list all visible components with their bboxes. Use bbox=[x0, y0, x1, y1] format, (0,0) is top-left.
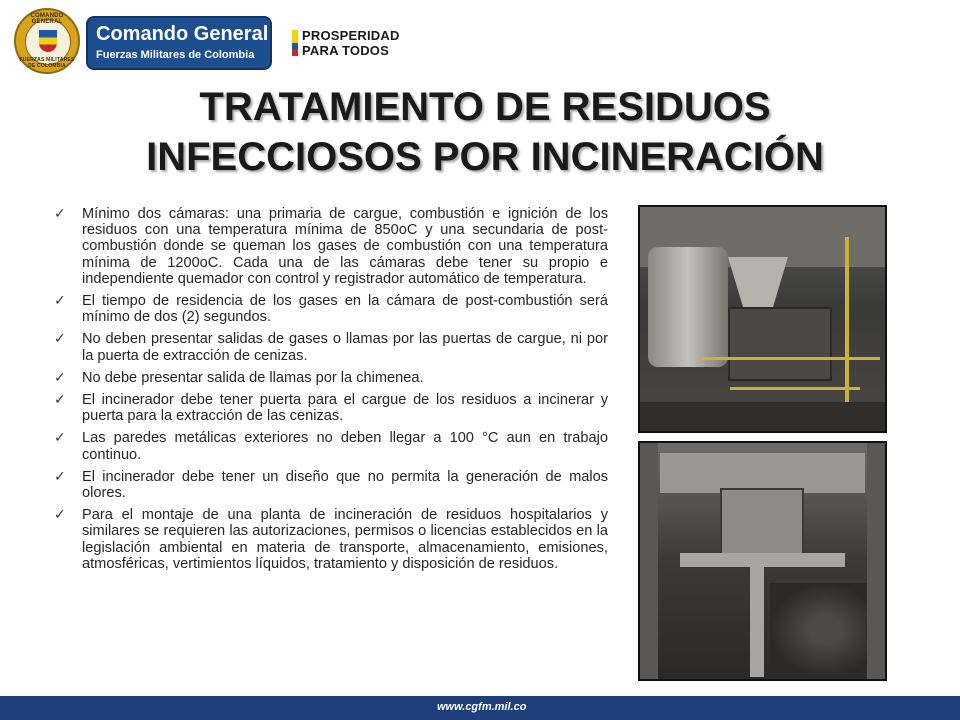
center-beam bbox=[750, 563, 764, 677]
floor bbox=[640, 402, 885, 431]
seal-top-text: COMANDO GENERAL bbox=[30, 13, 64, 25]
bullet-text: Las paredes metálicas exteriores no deben llegar a 100 °C aun en trabajo continuo. bbox=[82, 430, 608, 463]
bullet-item bbox=[52, 430, 608, 462]
bullet-item bbox=[52, 206, 608, 287]
check-icon: ✓ bbox=[54, 206, 66, 222]
bullet-item bbox=[52, 392, 608, 424]
footer-bar bbox=[0, 696, 960, 720]
check-icon: ✓ bbox=[54, 369, 66, 386]
bullet-text: Mínimo dos cámaras: una primaria de cargue, combustión e ignición de los residuos con una temperatura mínima de 850oC y una secundaria de post-combustión donde se queman los gases de combustión con una temperatura mínima de 1200oC. Cada una de las cámaras debe tener su propio e independiente quemador con control y registrador automático de temperatura. bbox=[82, 206, 608, 287]
yellow-rail bbox=[730, 387, 860, 390]
chamber-frame bbox=[660, 453, 865, 493]
prosperidad-line1: PROSPERIDAD bbox=[302, 28, 400, 43]
seal-bottom-text: FUERZAS MILITARES DE COLOMBIA bbox=[19, 57, 75, 69]
prosperidad-line2: PARA TODOS bbox=[302, 43, 389, 58]
check-icon: ✓ bbox=[54, 468, 66, 485]
ash-pile bbox=[770, 583, 880, 677]
bullet-item bbox=[52, 469, 608, 501]
flag-icon bbox=[292, 30, 298, 56]
check-icon: ✓ bbox=[54, 392, 66, 409]
incinerator-drum bbox=[648, 247, 728, 367]
chamber-body bbox=[728, 307, 832, 381]
header bbox=[0, 0, 960, 80]
logo-subtitle: Fuerzas Militares de Colombia bbox=[96, 49, 255, 61]
check-icon: ✓ bbox=[54, 507, 66, 524]
title-line-1: TRATAMIENTO DE RESIDUOS bbox=[199, 85, 771, 129]
comando-general-logo bbox=[86, 16, 272, 70]
bullet-item bbox=[52, 507, 608, 572]
feed-hopper bbox=[728, 257, 788, 307]
bullet-text: El incinerador debe tener un diseño que no permita la generación de malos olores. bbox=[82, 468, 608, 502]
bullet-text: No debe presentar salida de llamas por la chimenea. bbox=[82, 369, 424, 386]
prosperidad-logo bbox=[292, 24, 422, 64]
bullet-item bbox=[52, 370, 608, 386]
bullet-item bbox=[52, 331, 608, 363]
incinerator-interior-photo bbox=[638, 441, 887, 681]
logo-title: Comando General bbox=[96, 23, 269, 45]
bullet-list bbox=[52, 206, 608, 578]
bullet-text: No deben presentar salidas de gases o llamas por las puertas de cargue, ni por la puerta de extracción de cenizas. bbox=[82, 331, 608, 364]
bullet-text: El incinerador debe tener puerta para el cargue de los residuos a incinerar y puerta para la extracción de las cenizas. bbox=[82, 392, 608, 425]
check-icon: ✓ bbox=[54, 331, 66, 348]
side-wall bbox=[640, 443, 658, 679]
military-seal-logo bbox=[14, 8, 80, 74]
support-post bbox=[845, 237, 849, 417]
side-wall bbox=[867, 443, 885, 679]
bullet-item bbox=[52, 293, 608, 325]
shield-icon bbox=[39, 30, 57, 52]
incinerator-exterior-photo bbox=[638, 205, 887, 433]
footer-url: www.cgfm.mil.co bbox=[437, 701, 527, 713]
bullet-text: El tiempo de residencia de los gases en la cámara de post-combustión será mínimo de dos (2) segundos. bbox=[82, 293, 608, 326]
check-icon: ✓ bbox=[54, 430, 66, 447]
check-icon: ✓ bbox=[54, 293, 66, 310]
bullet-text: Para el montaje de una planta de incineración de residuos hospitalarios y similares se requieren las autorizaciones, permisos o licencias establecidos en la legislación ambiental en materia de transporte, almacenamiento, emisiones, atmosféricas, vertimientos líquidos, tratamiento y disposición de residuos. bbox=[82, 507, 608, 572]
title-line-2: INFECCIOSOS POR INCINERACIÓN bbox=[146, 135, 824, 179]
slide-title bbox=[0, 82, 960, 182]
yellow-rail bbox=[700, 357, 880, 360]
